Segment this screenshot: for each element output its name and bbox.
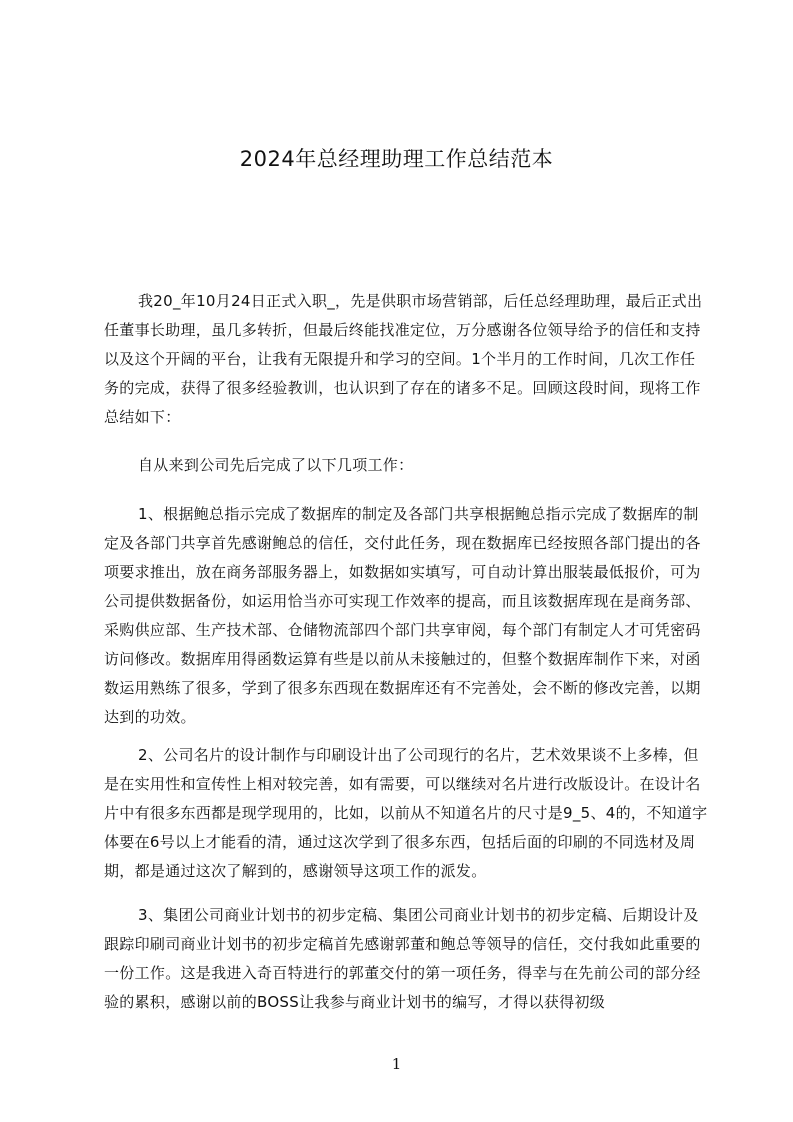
paragraph-intro: 我20_年10月24日正式入职_，先是供职市场营销部，后任总经理助理，最后正式出任董事长助理，虽几多转折，但最后终能找准定位，万分感谢各位领导给予的信任和支持以及这个开阔的平台，让我有无限提升和学习的空间。1个半月的工作时间，几次工作任务的完成，获得了很多经验教训，也认识到了存在的诸多不足。回顾这段时间，现将工作总结如下：	[104, 292, 703, 426]
page-number: 1	[391, 1055, 402, 1073]
paragraph-item-2-business-cards: 2、公司名片的设计制作与印刷设计出了公司现行的名片，艺术效果谈不上多棒，但是在实用性和宣传性上相对较完善，如有需要，可以继续对名片进行改版设计。在设计名片中有很多东西都是现学现用的，比如，以前从不知道名片的尺寸是9_5、4的，不知道字体要在6号以上才能看的清，通过这次学到了很多东西，包括后面的印刷的不同选材及周期，都是通过这次了解到的，感谢领导这项工作的派发。	[104, 746, 708, 880]
paragraph-work-list-heading: 自从来到公司先后完成了以下几项工作：	[138, 456, 414, 474]
document-title: 2024年总经理助理工作总结范本	[239, 147, 554, 171]
paragraph-item-1-database: 1、根据鲍总指示完成了数据库的制定及各部门共享根据鲍总指示完成了数据库的制定及各部门共享首先感谢鲍总的信任，交付此任务，现在数据库已经按照各部门提出的各项要求推出，放在商务部服务器上，如数据如实填写，可自动计算出服装最低报价，可为公司提供数据备份，如运用恰当亦可实现工作效率的提高，而且该数据库现在是商务部、采购供应部、生产技术部、仓储物流部四个部门共享审阅，每个部门有制定人才可凭密码访问修改。数据库用得函数运算有些是以前从未接触过的，但整个数据库制作下来，对函数运用熟练了很多，学到了很多东西现在数据库还有不完善处，会不断的修改完善，以期达到的功效。	[104, 505, 701, 726]
paragraph-item-3-business-plan: 3、集团公司商业计划书的初步定稿、集团公司商业计划书的初步定稿、后期设计及跟踪印刷司商业计划书的初步定稿首先感谢郭董和鲍总等领导的信任，交付我如此重要的一份工作。这是我进入奇百特进行的郭董交付的第一项任务，得幸与在先前公司的部分经验的累积，感谢以前的BOSS让我参与商业计划书的编写，才得以获得初级	[104, 906, 701, 1011]
